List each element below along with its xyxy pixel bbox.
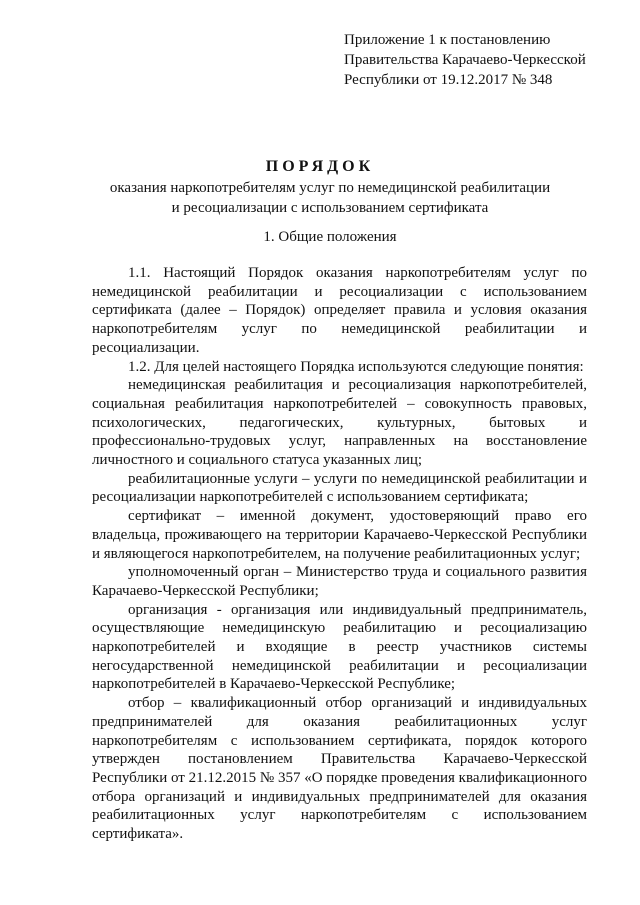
paragraph-1-2: 1.2. Для целей настоящего Порядка используются следующие понятия: — [128, 358, 584, 375]
paragraph-1-1: 1.1. Настоящий Порядок оказания наркопотребителям услуг по немедицинской реабилитации и ресоциализации с использованием сертификата (далее – Порядок) определяет правила и условия оказания наркопотребителям услуг по немедицинской реабилитации и ресоциализации. — [92, 265, 587, 356]
definition-selection: отбор – квалификационный отбор организаций и индивидуальных предпринимателей для оказания реабилитационных услуг наркопотребителям с использованием сертификата, порядок которого утвержден постановлением Правительства Карачаево-Черкесской Республики от 21.12.2015 № 357 «О порядке проведения квалификационного отбора организаций и индивидуальных предпринимателей для оказания реабилитационных услуг наркопотребителям с использованием сертификата». — [92, 695, 587, 843]
definition-rehab-services: реабилитационные услуги – услуги по немедицинской реабилитации и ресоциализации наркопотребителей с использованием сертификата; — [92, 470, 587, 506]
document-body — [92, 264, 587, 844]
subtitle-line-1: оказания наркопотребителям услуг по немедицинской реабилитации — [109, 180, 551, 196]
appendix-note — [344, 30, 614, 90]
section-heading: 1. Общие положения — [263, 229, 397, 245]
document-title: ПОРЯДОК — [265, 158, 375, 175]
appendix-line-1: Приложение 1 к постановлению — [344, 32, 551, 48]
document-subtitle — [0, 178, 640, 218]
definition-rehabilitation: немедицинская реабилитация и ресоциализация наркопотребителей, социальная реабилитация наркопотребителей – совокупность правовых, психологических, педагогических, культурных, бытовых и профессионально-трудовых услуг, направленных на восстановление личностного и социального статуса указанных лиц; — [92, 377, 587, 469]
definition-organization: организация - организация или индивидуальный предприниматель, осуществляющие немедицинскую реабилитацию и ресоциализацию наркопотребителей и входящие в реестр участников системы негосударственной немедицинской реабилитации и ресоциализации наркопотребителей в Карачаево-Черкесской Республике; — [92, 601, 587, 693]
definition-certificate: сертификат – именной документ, удостоверяющий право его владельца, проживающего на территории Карачаево-Черкесской Республики и являющегося наркопотребителем, на получение реабилитационных услуг; — [92, 508, 587, 562]
subtitle-line-2: и ресоциализации с использованием сертификата — [171, 200, 489, 216]
appendix-line-3: Республики от 19.12.2017 № 348 — [344, 72, 553, 88]
definition-authorized-body: уполномоченный орган – Министерство труда и социального развития Карачаево-Черкесской Республики; — [92, 564, 587, 599]
appendix-line-2: Правительства Карачаево-Черкесской — [344, 52, 586, 68]
